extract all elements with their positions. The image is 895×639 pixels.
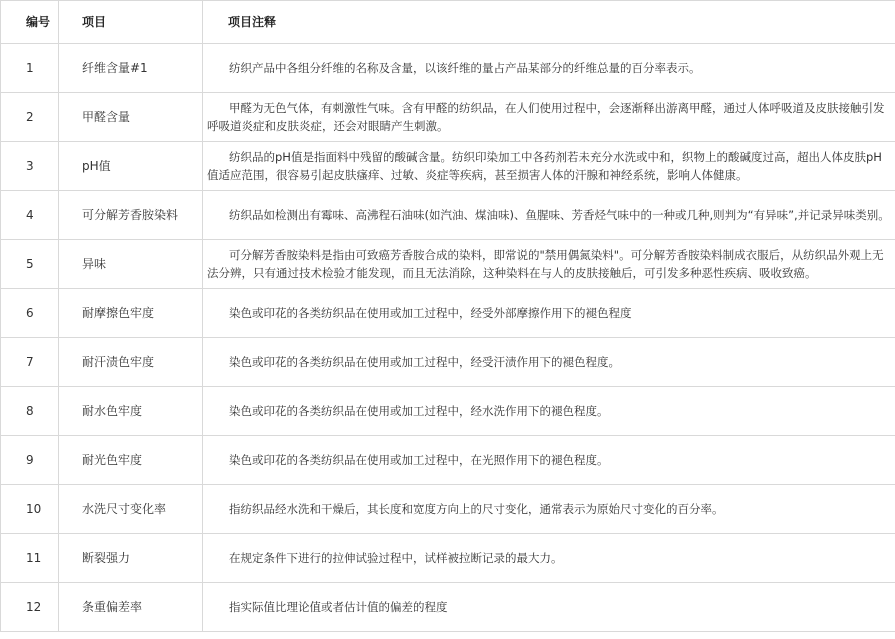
row-number: 3 [1, 142, 59, 191]
row-item: pH值 [59, 142, 203, 191]
table-row [1, 142, 895, 191]
row-item: 异味 [59, 240, 203, 289]
header-item: 项目 [59, 1, 203, 44]
row-number: 7 [1, 338, 59, 387]
row-item: 耐摩擦色牢度 [59, 289, 203, 338]
row-number: 6 [1, 289, 59, 338]
row-number: 11 [1, 534, 59, 583]
row-note: 指实际值比理论值或者估计值的偏差的程度 [203, 583, 895, 632]
row-note: 染色或印花的各类纺织品在使用或加工过程中，在光照作用下的褪色程度。 [203, 436, 895, 485]
table-row [1, 191, 895, 240]
row-item: 耐汗渍色牢度 [59, 338, 203, 387]
table-row [1, 436, 895, 485]
row-item: 水洗尺寸变化率 [59, 485, 203, 534]
row-note: 纺织品如检测出有霉味、高沸程石油味(如汽油、煤油味)、鱼腥味、芳香烃气味中的一种或几种,则判为“有异味”,并记录异味类别。 [203, 191, 895, 240]
table-row [1, 583, 895, 632]
row-note: 在规定条件下进行的拉伸试验过程中，试样被拉断记录的最大力。 [203, 534, 895, 583]
table-row [1, 387, 895, 436]
table-row [1, 289, 895, 338]
table-row [1, 240, 895, 289]
row-note: 染色或印花的各类纺织品在使用或加工过程中，经受汗渍作用下的褪色程度。 [203, 338, 895, 387]
table-row [1, 485, 895, 534]
header-note: 项目注释 [203, 1, 895, 44]
row-note: 甲醛为无色气体，有刺激性气味。含有甲醛的纺织品，在人们使用过程中，会逐渐释出游离甲醛，通过人体呼吸道及皮肤接触引发呼吸道炎症和皮肤炎症，还会对眼睛产生刺激。 [203, 93, 895, 142]
row-item: 耐水色牢度 [59, 387, 203, 436]
row-number: 5 [1, 240, 59, 289]
row-note: 指纺织品经水洗和干燥后，其长度和宽度方向上的尺寸变化，通常表示为原始尺寸变化的百分率。 [203, 485, 895, 534]
row-item: 甲醛含量 [59, 93, 203, 142]
row-number: 10 [1, 485, 59, 534]
row-note: 纺织品的pH值是指面料中残留的酸碱含量。纺织印染加工中各药剂若未充分水洗或中和，织物上的酸碱度过高，超出人体皮肤pH值适应范围，很容易引起皮肤瘙痒、过敏、炎症等疾病，甚至损害人体的汗腺和神经系统，影响人体健康。 [203, 142, 895, 191]
row-note: 纺织产品中各组分纤维的名称及含量，以该纤维的量占产品某部分的纤维总量的百分率表示。 [203, 44, 895, 93]
row-item: 条重偏差率 [59, 583, 203, 632]
row-item: 可分解芳香胺染料 [59, 191, 203, 240]
row-number: 1 [1, 44, 59, 93]
table-row [1, 44, 895, 93]
row-note: 染色或印花的各类纺织品在使用或加工过程中，经受外部摩擦作用下的褪色程度 [203, 289, 895, 338]
table-row [1, 93, 895, 142]
row-number: 8 [1, 387, 59, 436]
row-number: 9 [1, 436, 59, 485]
table-row [1, 338, 895, 387]
row-item: 纤维含量#1 [59, 44, 203, 93]
row-item: 断裂强力 [59, 534, 203, 583]
row-note: 染色或印花的各类纺织品在使用或加工过程中，经水洗作用下的褪色程度。 [203, 387, 895, 436]
row-note: 可分解芳香胺染料是指由可致癌芳香胺合成的染料，即常说的"禁用偶氮染料"。可分解芳香胺染料制成衣服后，从纺织品外观上无法分辨，只有通过技术检验才能发现，而且无法消除，这种染料在与人的皮肤接触后，可引发多种恶性疾病、吸收致癌。 [203, 240, 895, 289]
row-number: 4 [1, 191, 59, 240]
row-number: 12 [1, 583, 59, 632]
row-item: 耐光色牢度 [59, 436, 203, 485]
header-number: 编号 [1, 1, 59, 44]
table-row [1, 534, 895, 583]
row-number: 2 [1, 93, 59, 142]
table-header-row [1, 1, 895, 44]
